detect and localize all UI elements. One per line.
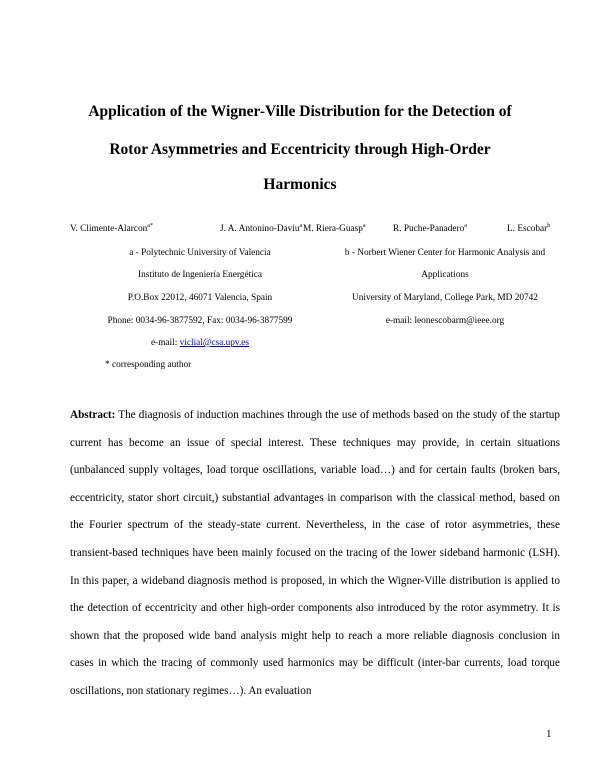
email-link[interactable]: viclial@csa.upv.es bbox=[179, 338, 250, 348]
author: J. A. Antonino-Daviu$^a$ bbox=[220, 222, 303, 234]
affiliation-a-line: P.O.Box 22012, 46071 Valencia, Spain bbox=[127, 293, 273, 303]
corresponding-author-note: * corresponding author bbox=[105, 360, 192, 370]
affiliation-b-line: Applications bbox=[421, 270, 469, 280]
abstract-label: Abstract: bbox=[70, 409, 116, 421]
affiliation-a-line: Instituto de Ingeniería Energética bbox=[138, 270, 262, 280]
affiliation-b-line: University of Maryland, College Park, MD 20742 bbox=[352, 293, 538, 303]
paper-title-line-3: Harmonics bbox=[263, 176, 337, 193]
author: V. Climente-Alarcon$^{a*}$ bbox=[70, 222, 153, 234]
paper-title-line-2: Rotor Asymmetries and Eccentricity through High-Order bbox=[109, 141, 491, 158]
author: M. Riera-Guasp$^a$ bbox=[303, 222, 366, 234]
affiliation-b-line: e-mail: leonescobarm@ieee.org bbox=[385, 316, 505, 326]
affiliation-a-line: a - Polytechnic University of Valencia bbox=[129, 248, 271, 258]
abstract-text: The diagnosis of induction machines through the use of methods based on the study of the startup current has become an issue of special interest. These techniques may provide, in certain situations (unbalanced supply voltages, load torque oscillations, variable load…) and for certain faults (broken bars, eccentricity, stator short circuit,) substantial advantages in comparison with the classical method, based on the Fourier spectrum of the steady-state current. Nevertheless, in the case of rotor asymmetries, these transient-based techniques have been mainly focused on the tracing of the lower sideband harmonic (LSH). In this paper, a wideband diagnosis method is proposed, in which the Wigner-Ville distribution is applied to the detection of eccentricity and other high-order components also introduced by the rotor asymmetry. It is shown that the proposed wide band analysis might help to reach a more reliable diagnosis conclusion in cases in which the tracing of commonly used harmonics may be difficult (inter-bar currents, load torque oscillations, non stationary regimes…). An evaluation bbox=[70, 409, 560, 697]
author: R. Puche-Panadero$^a$ bbox=[393, 222, 467, 234]
affiliation-a-email: e-mail: viclial@csa.upv.es bbox=[150, 338, 250, 348]
page-number: 1 bbox=[546, 728, 552, 740]
affiliation-b-line: b - Norbert Wiener Center for Harmonic Analysis and bbox=[344, 248, 546, 258]
paper-title-line-1: Application of the Wigner-Ville Distribution for the Detection of bbox=[88, 103, 512, 120]
author: L. Escobar$^b$ bbox=[507, 222, 551, 234]
affiliation-a-line: Phone: 0034-96-3877592, Fax: 0034-96-3877599 bbox=[107, 316, 293, 326]
abstract bbox=[70, 402, 560, 706]
